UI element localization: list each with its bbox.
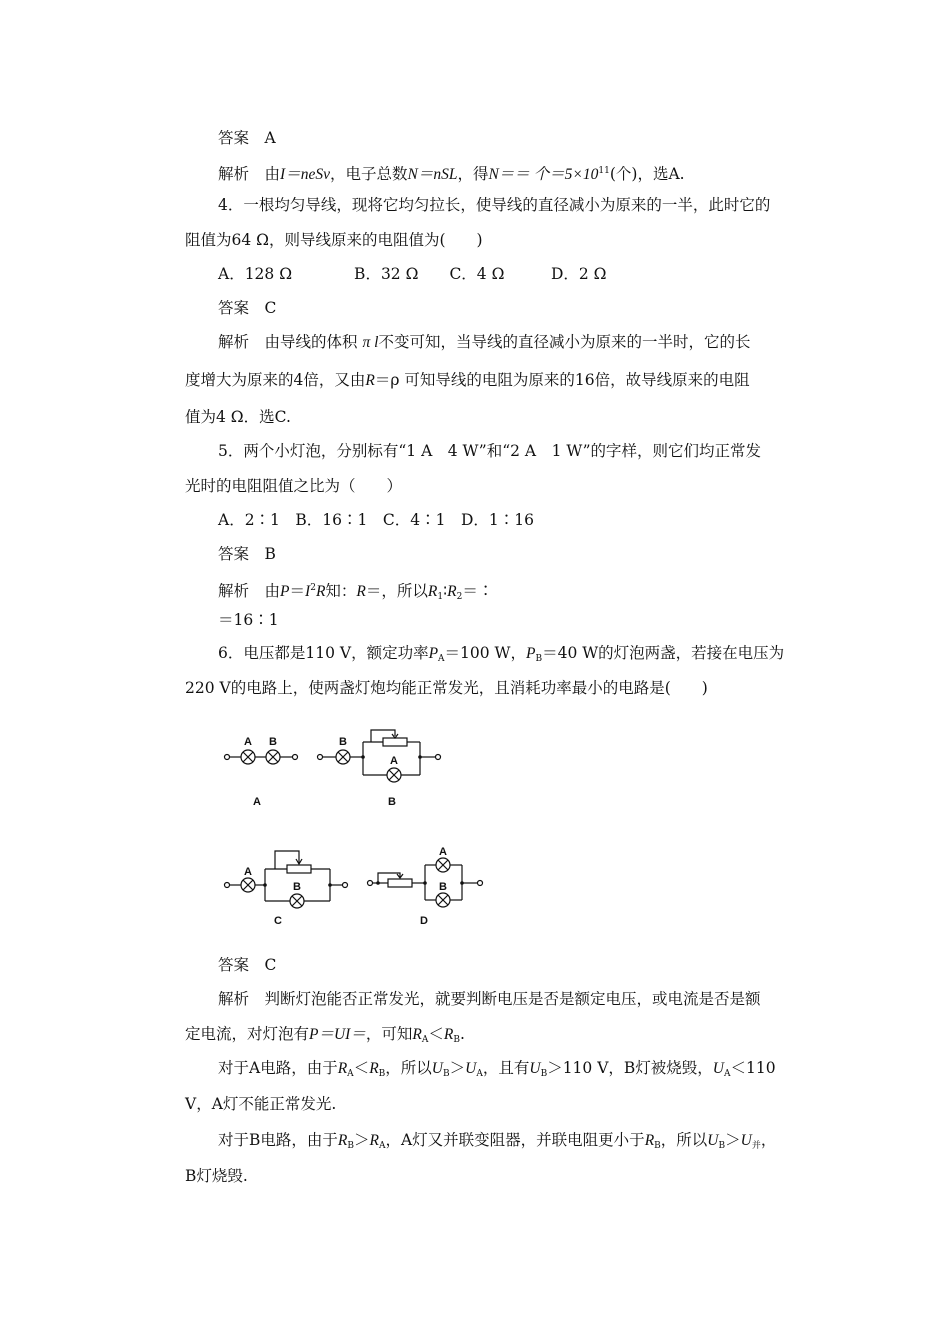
q5-stem-line1: 5．两个小灯泡，分别标有“1 A 4 W”和“2 A 1 W”的字样，则它们均正常发 <box>218 442 762 460</box>
lamp-a-label: A <box>439 846 447 858</box>
circuit-a-figure <box>220 735 310 814</box>
formula: R <box>447 583 457 600</box>
lamp-b-label: B <box>293 881 301 893</box>
subscript: A <box>724 1069 731 1079</box>
subscript: B <box>540 1069 548 1079</box>
q5-stem-line2: 光时的电阻阻值之比为（ ） <box>185 477 403 495</box>
text: ＝ <box>289 582 306 600</box>
text: 判断灯泡能否正常发光，就要判断电压是否是额定电压，或电流是否是额 <box>264 990 761 1008</box>
text: ，可知 <box>365 1025 413 1043</box>
q4-analysis-line3: 值为4 Ω．选C. <box>185 408 291 426</box>
subscript: A <box>378 1141 386 1151</box>
text: 度增大为原来的4倍，又由 <box>185 371 366 389</box>
text: 不变可知，当导线的直径减小为原来的一半时，它的长 <box>378 333 751 351</box>
text: 对于A电路，由于 <box>218 1059 338 1077</box>
formula: U <box>465 1060 477 1077</box>
formula: P <box>280 583 290 600</box>
text: ＝ρ 可知导线的电阻为原来的16倍，故导线原来的电阻 <box>374 371 750 389</box>
formula: R <box>443 1026 454 1043</box>
q5-analysis-line1 <box>218 578 493 607</box>
lamp-a-label: A <box>244 736 252 748</box>
circuit-a-caption: A <box>253 796 261 808</box>
text: ＞110 V，B灯被烧毁， <box>547 1059 713 1077</box>
text: ，电子总数 <box>329 165 408 183</box>
lamp-b-label: B <box>439 881 447 893</box>
q4-options: A．128 Ω B．32 Ω C．4 Ω D．2 Ω <box>218 265 607 283</box>
analysis-label: 解析 <box>218 165 250 183</box>
formula: π l <box>362 334 379 351</box>
q3-answer <box>218 128 276 148</box>
subscript: B <box>718 1141 726 1151</box>
formula: U <box>740 1132 752 1149</box>
q5-analysis-line2: ＝16∶1 <box>218 611 279 629</box>
formula: R <box>412 1026 422 1043</box>
formula: R <box>369 1060 379 1077</box>
q4-stem-line1: 4．一根均匀导线，现将它均匀拉长，使导线的直径减小为原来的一半，此时它的 <box>218 196 771 214</box>
text: 由 <box>264 582 281 600</box>
answer-value: A <box>264 129 276 147</box>
subscript: 2 <box>456 592 463 602</box>
lamp-a-label: A <box>390 755 398 767</box>
text: ＞ <box>354 1131 370 1149</box>
answer-value: C <box>264 956 277 974</box>
subscript: A <box>421 1035 429 1045</box>
text: ＜ <box>353 1059 370 1077</box>
formula: R <box>315 583 326 600</box>
answer-value: B <box>264 545 276 563</box>
q4-analysis-line1 <box>218 332 750 353</box>
analysis-label: 解析 <box>218 333 250 351</box>
text: ＞ <box>725 1131 741 1149</box>
formula: R <box>365 372 375 389</box>
formula: R <box>644 1132 655 1149</box>
formula: U <box>707 1132 719 1149</box>
circuit-a-diagram <box>220 735 310 810</box>
text: 对于B电路，由于 <box>218 1131 338 1149</box>
answer-label: 答案 <box>218 545 250 563</box>
formula: R <box>369 1132 379 1149</box>
q6-analysis-line5 <box>218 1130 776 1156</box>
answer-label: 答案 <box>218 299 250 317</box>
q6-analysis-line2 <box>185 1024 465 1050</box>
q4-analysis-line2 <box>185 370 750 391</box>
q4-stem-line2: 阻值为64 Ω，则导线原来的电阻值为( ) <box>185 231 483 249</box>
formula: R <box>337 1132 348 1149</box>
lamp-b-label: B <box>269 736 277 748</box>
q5-options: A．2∶1 B．16∶1 C．4∶1 D．1∶16 <box>218 511 534 529</box>
text: 知： <box>325 582 357 600</box>
formula: R <box>356 583 366 600</box>
text: (个)，选A. <box>609 165 685 183</box>
circuit-c-diagram <box>220 845 355 930</box>
q5-answer <box>218 544 276 564</box>
q6-analysis-line3 <box>218 1058 776 1084</box>
rheostat <box>383 738 407 746</box>
formula: P＝UI＝ <box>309 1026 366 1043</box>
formula: I <box>305 583 311 600</box>
circuit-c-figure <box>220 845 355 934</box>
text: ＝40 W的灯泡两盏，若接在电压为 <box>542 644 785 662</box>
text: ，所以 <box>660 1131 708 1149</box>
answer-label: 答案 <box>218 129 250 147</box>
text: ，所以 <box>385 1059 432 1077</box>
subscript: A <box>347 1069 354 1079</box>
circuit-d-figure <box>363 845 493 934</box>
rheostat <box>388 879 412 887</box>
formula: R <box>337 1060 348 1077</box>
q6-analysis-line6: B灯烧毁. <box>185 1167 248 1185</box>
text: ＞ <box>449 1059 466 1077</box>
text: ＜ <box>428 1025 444 1043</box>
q4-answer <box>218 298 276 318</box>
q6-answer <box>218 955 276 975</box>
analysis-label: 解析 <box>218 990 250 1008</box>
rheostat <box>287 865 311 873</box>
circuit-d-diagram <box>363 845 493 930</box>
text: ，A灯又并联变阻器，并联电阻更小于 <box>385 1131 645 1149</box>
answer-label: 答案 <box>218 956 250 974</box>
text: ＝100 W， <box>444 644 526 662</box>
text: ＜110 <box>730 1059 776 1077</box>
q6-analysis-line4: V，A灯不能正常发光. <box>185 1095 337 1113</box>
q6-stem-line2: 220 V的电路上，使两盏灯炮均能正常发光，且消耗功率最小的电路是( ) <box>185 679 708 697</box>
text: 6．电压都是110 V，额定功率 <box>218 644 429 662</box>
subscript: 并 <box>751 1141 761 1151</box>
q6-analysis-line1 <box>218 989 761 1009</box>
exponent: 2 <box>310 583 316 593</box>
formula: N＝＝ 个＝5×10 <box>488 166 599 183</box>
subscript: B <box>347 1141 354 1151</box>
answer-value: C <box>264 299 277 317</box>
text: ，得 <box>457 165 489 183</box>
analysis-label: 解析 <box>218 582 250 600</box>
circuit-d-caption: D <box>420 915 428 927</box>
subscript: B <box>453 1035 460 1045</box>
subscript: A <box>438 654 445 664</box>
formula: U <box>712 1060 724 1077</box>
q3-analysis <box>218 161 685 185</box>
formula: I＝neSv <box>280 166 330 183</box>
text: 由 <box>264 165 281 183</box>
circuit-b-figure <box>313 725 443 814</box>
q6-stem-line1 <box>218 643 784 669</box>
formula: U <box>529 1060 541 1077</box>
circuit-c-caption: C <box>274 915 282 927</box>
lamp-a-label: A <box>244 866 252 878</box>
formula: N＝nSL <box>407 166 458 183</box>
text: ， <box>760 1131 777 1149</box>
circuit-b-diagram <box>313 725 443 810</box>
exponent: 11 <box>598 166 610 176</box>
text: 定电流，对灯泡有 <box>185 1025 310 1043</box>
text: ∶ <box>443 582 448 600</box>
text: 由导线的体积 <box>264 333 358 351</box>
subscript: B <box>378 1069 386 1079</box>
formula: R <box>427 583 438 600</box>
text: ＝∶ <box>462 582 494 600</box>
formula: P <box>428 645 439 662</box>
subscript: B <box>443 1069 450 1079</box>
text: ，且有 <box>482 1059 530 1077</box>
formula: U <box>431 1060 443 1077</box>
subscript: 1 <box>437 592 444 602</box>
text: . <box>459 1025 465 1043</box>
circuit-b-caption: B <box>388 796 396 808</box>
formula: P <box>526 645 536 662</box>
subscript: A <box>476 1069 483 1079</box>
lamp-b-label: B <box>339 736 347 748</box>
subscript: B <box>535 654 543 664</box>
subscript: B <box>654 1141 661 1151</box>
text: ＝，所以 <box>365 582 428 600</box>
